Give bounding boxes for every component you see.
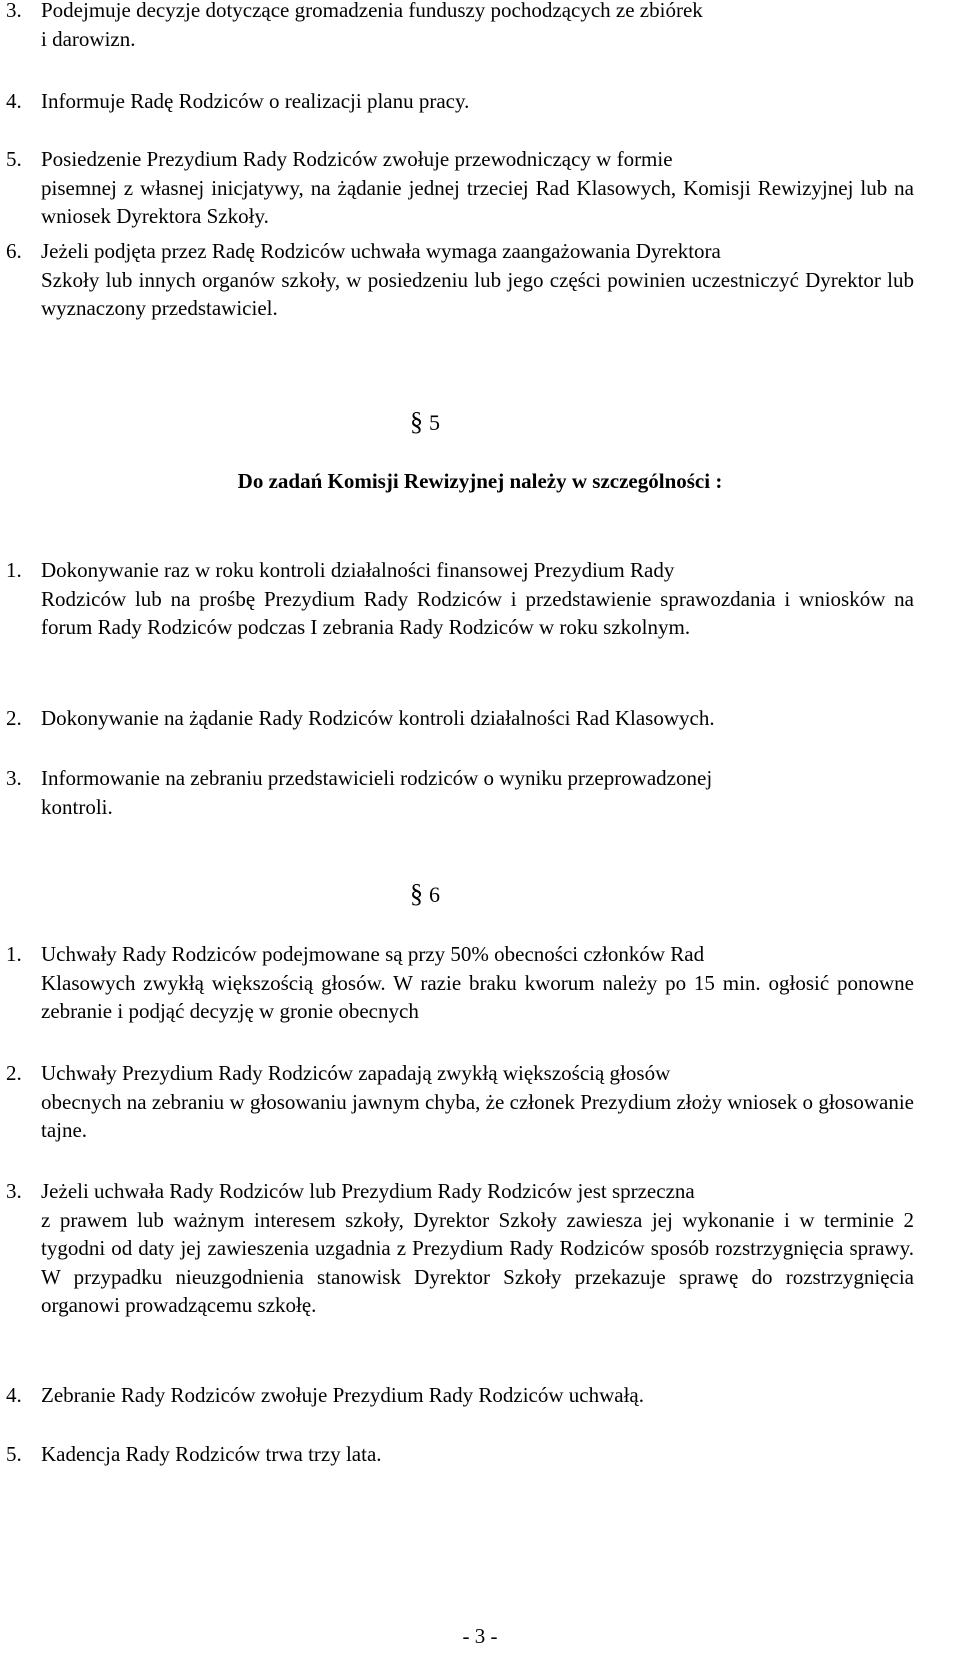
- list-item: [6, 1177, 914, 1320]
- item-text-continued: Rodziców lub na prośbę Prezydium Rady Rodziców i przedstawienie sprawozdania i wniosków na forum Rady Rodziców podczas I zebrania Rady Rodziców w roku szkolnym.: [41, 586, 914, 639]
- item-number: 1.: [6, 942, 22, 966]
- item-text-continued: i darowizn.: [41, 26, 136, 51]
- item-number: 1.: [6, 558, 22, 582]
- item-text-continued: Szkoły lub innych organów szkoły, w posiedzeniu lub jego części powinien uczestniczyć Dyrektor lub wyznaczony przedstawiciel.: [41, 267, 914, 320]
- list-item: [6, 237, 914, 323]
- list-item: [6, 1381, 914, 1410]
- item-number: 3.: [6, 1179, 22, 1203]
- list-item: [6, 145, 914, 231]
- item-text: Dokonywanie na żądanie Rady Rodziców kontroli działalności Rad Klasowych.: [41, 706, 715, 730]
- list-item: [6, 1059, 914, 1145]
- item-number: 4.: [6, 89, 22, 113]
- list-item: [6, 0, 914, 53]
- section-number-value: 6: [429, 882, 440, 907]
- list-item: [6, 556, 914, 642]
- item-text-continued: obecnych na zebraniu w głosowaniu jawnym chyba, że członek Prezydium złoży wniosek o głosowanie tajne.: [41, 1089, 914, 1142]
- item-text: Uchwały Prezydium Rady Rodziców zapadają zwykłą większością głosów: [41, 1061, 671, 1085]
- item-number: 2.: [6, 706, 22, 730]
- section-symbol: §: [410, 879, 423, 908]
- item-number: 6.: [6, 239, 22, 263]
- item-text: Uchwały Rady Rodziców podejmowane są przy 50% obecności członków Rad: [41, 942, 705, 966]
- item-text: Zebranie Rady Rodziców zwołuje Prezydium Rady Rodziców uchwałą.: [41, 1383, 644, 1407]
- list-item: [6, 764, 914, 821]
- section-heading: Do zadań Komisji Rewizyjnej należy w szczególności :: [237, 469, 723, 493]
- item-text-continued: kontroli.: [41, 794, 113, 819]
- item-number: 4.: [6, 1383, 22, 1407]
- section-number-value: 5: [429, 410, 440, 435]
- list-item: [6, 940, 914, 1026]
- item-text: Jeżeli uchwała Rady Rodziców lub Prezydium Rady Rodziców jest sprzeczna: [41, 1179, 695, 1203]
- item-number: 3.: [6, 0, 22, 22]
- item-text: Kadencja Rady Rodziców trwa trzy lata.: [41, 1442, 382, 1466]
- item-text: Informowanie na zebraniu przedstawicieli rodziców o wyniku przeprowadzonej: [41, 766, 713, 790]
- item-number: 5.: [6, 147, 22, 171]
- item-text: Dokonywanie raz w roku kontroli działalności finansowej Prezydium Rady: [41, 558, 675, 582]
- item-text-continued: pisemnej z własnej inicjatywy, na żądanie jednej trzeciej Rad Klasowych, Komisji Rewizyjnej lub na wniosek Dyrektora Szkoły.: [41, 175, 914, 228]
- list-item: [6, 87, 914, 116]
- item-number: 5.: [6, 1442, 22, 1466]
- page-number: - 3 -: [462, 1624, 498, 1648]
- item-text-continued: z prawem lub ważnym interesem szkoły, Dyrektor Szkoły zawiesza jej wykonanie i w terminie 2 tygodni od daty jej zawieszenia uzgadnia z Prezydium Rady Rodziców sposób rozstrzygnięcia sprawy. W przypadku nieuzgodnienia stanowisk Dyrektor Szkoły przekazuje sprawę do rozstrzygnięcia organowi prowadzącemu szkołę.: [41, 1207, 914, 1317]
- item-text: Informuje Radę Rodziców o realizacji planu pracy.: [41, 89, 470, 113]
- item-number: 2.: [6, 1061, 22, 1085]
- item-text: Posiedzenie Prezydium Rady Rodziców zwołuje przewodniczący w formie: [41, 147, 673, 171]
- list-item: [6, 704, 914, 733]
- section-symbol: §: [410, 407, 423, 436]
- item-number: 3.: [6, 766, 22, 790]
- item-text-continued: Klasowych zwykłą większością głosów. W razie braku kworum należy po 15 min. ogłosić ponowne zebranie i podjąć decyzję w gronie obecnych: [41, 970, 914, 1023]
- section-number: [410, 408, 490, 438]
- list-item: [6, 1440, 914, 1469]
- section-number: [410, 880, 490, 910]
- item-text: Podejmuje decyzje dotyczące gromadzenia funduszy pochodzących ze zbiórek: [41, 0, 703, 22]
- item-text: Jeżeli podjęta przez Radę Rodziców uchwała wymaga zaangażowania Dyrektora: [41, 239, 721, 263]
